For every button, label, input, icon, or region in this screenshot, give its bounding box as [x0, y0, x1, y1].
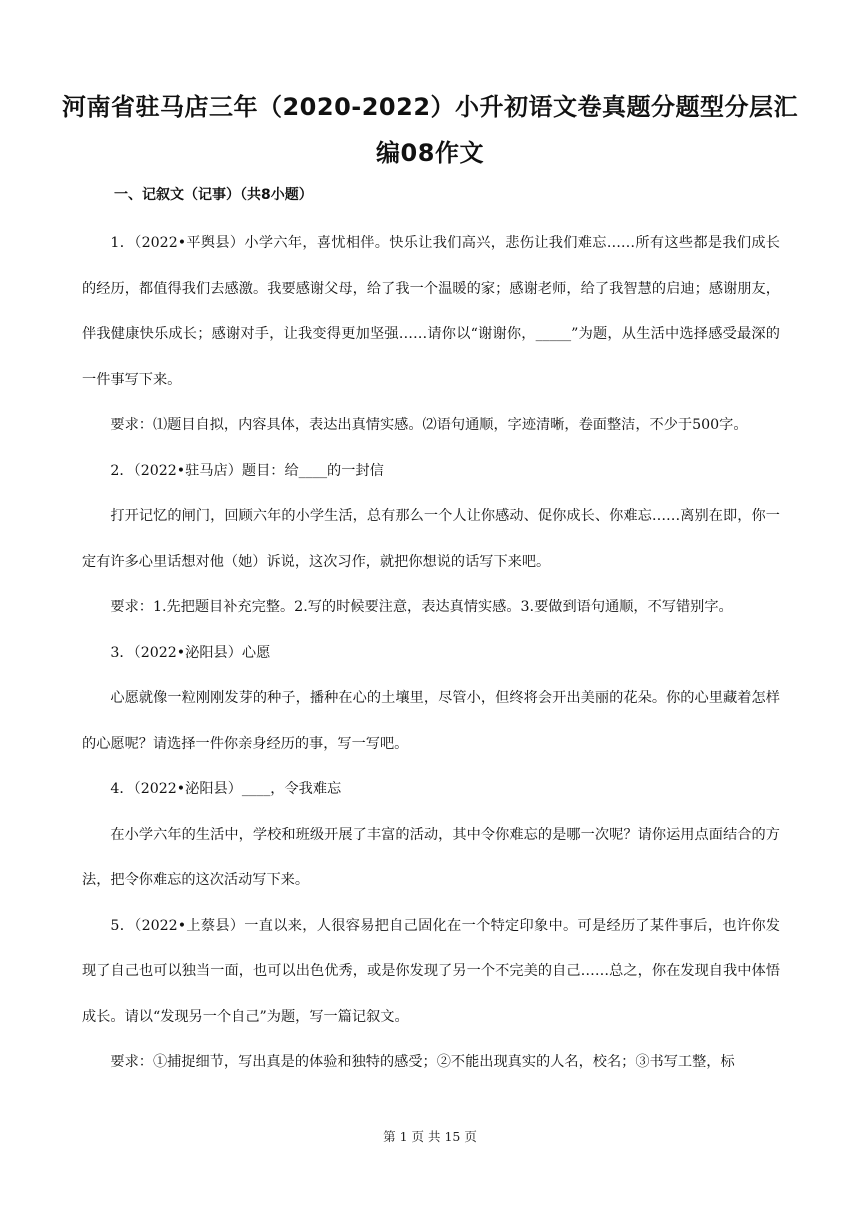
question-3-prompt: 3．（2022•泌阳县）心愿: [110, 644, 271, 661]
question-3-description: 心愿就像一粒刚刚发芽的种子，播种在心的土壤里，尽管小，但终将会开出美丽的花朵。你的心里藏着怎样的心愿呢？请选择一件你亲身经历的事，写一写吧。: [82, 690, 780, 752]
question-1-requirements: 要求：⑴题目自拟，内容具体，表达出真情实感。⑵语句通顺，字迹清晰，卷面整洁，不少于500字。: [110, 417, 748, 433]
question-2-prompt: 2．（2022•驻马店）题目：给____的一封信: [110, 462, 384, 479]
question-4-description: 在小学六年的生活中，学校和班级开展了丰富的活动，其中令你难忘的是哪一次呢？请你运用点面结合的方法，把令你难忘的这次活动写下来。: [82, 826, 780, 888]
page-footer: 第 1 页 共 15 页: [383, 1129, 477, 1144]
document-body: [82, 221, 780, 1086]
question-4-prompt: 4．（2022•泌阳县）____，令我难忘: [110, 781, 342, 797]
question-2-description: 打开记忆的闸门，回顾六年的小学生活，总有那么一个人让你感动、促你成长、你难忘……离别在即，你一定有许多心里话想对他（她）诉说，这次习作，就把你想说的话写下来吧。: [82, 508, 780, 570]
document-title: 河南省驻马店三年（2020-2022）小升初语文卷真题分题型分层汇编08作文: [61, 93, 799, 167]
section-heading: 一、记叙文（记事）（共8小题）: [114, 187, 313, 203]
question-2-requirements: 要求：1.先把题目补充完整。2.写的时候要注意，表达真情实感。3.要做到语句通顺，不写错别字。: [110, 599, 733, 615]
question-5-requirements: 要求：①捕捉细节，写出真是的体验和独特的感受；②不能出现真实的人名，校名；③书写工整，标: [110, 1054, 735, 1070]
question-5-prompt: 5．（2022•上蔡县）一直以来，人很容易把自己固化在一个特定印象中。可是经历了某件事后，也许你发现了自己也可以独当一面，也可以出色优秀，或是你发现了另一个不完美的自己……总之，你在发现自我中体悟成长。请以“发现另一个自己”为题，写一篇记叙文。: [82, 917, 780, 1025]
question-1-prompt: 1．（2022•平舆县）小学六年，喜忧相伴。快乐让我们高兴，悲伤让我们难忘……所有这些都是我们成长的经历，都值得我们去感激。我要感谢父母，给了我一个温暖的家；感谢老师，给了我智慧的启迪；感谢朋友，伴我健康快乐成长；感谢对手，让我变得更加坚强……请你以“谢谢你，_____”为题，从生活中选择感受最深的一件事写下来。: [82, 235, 780, 388]
